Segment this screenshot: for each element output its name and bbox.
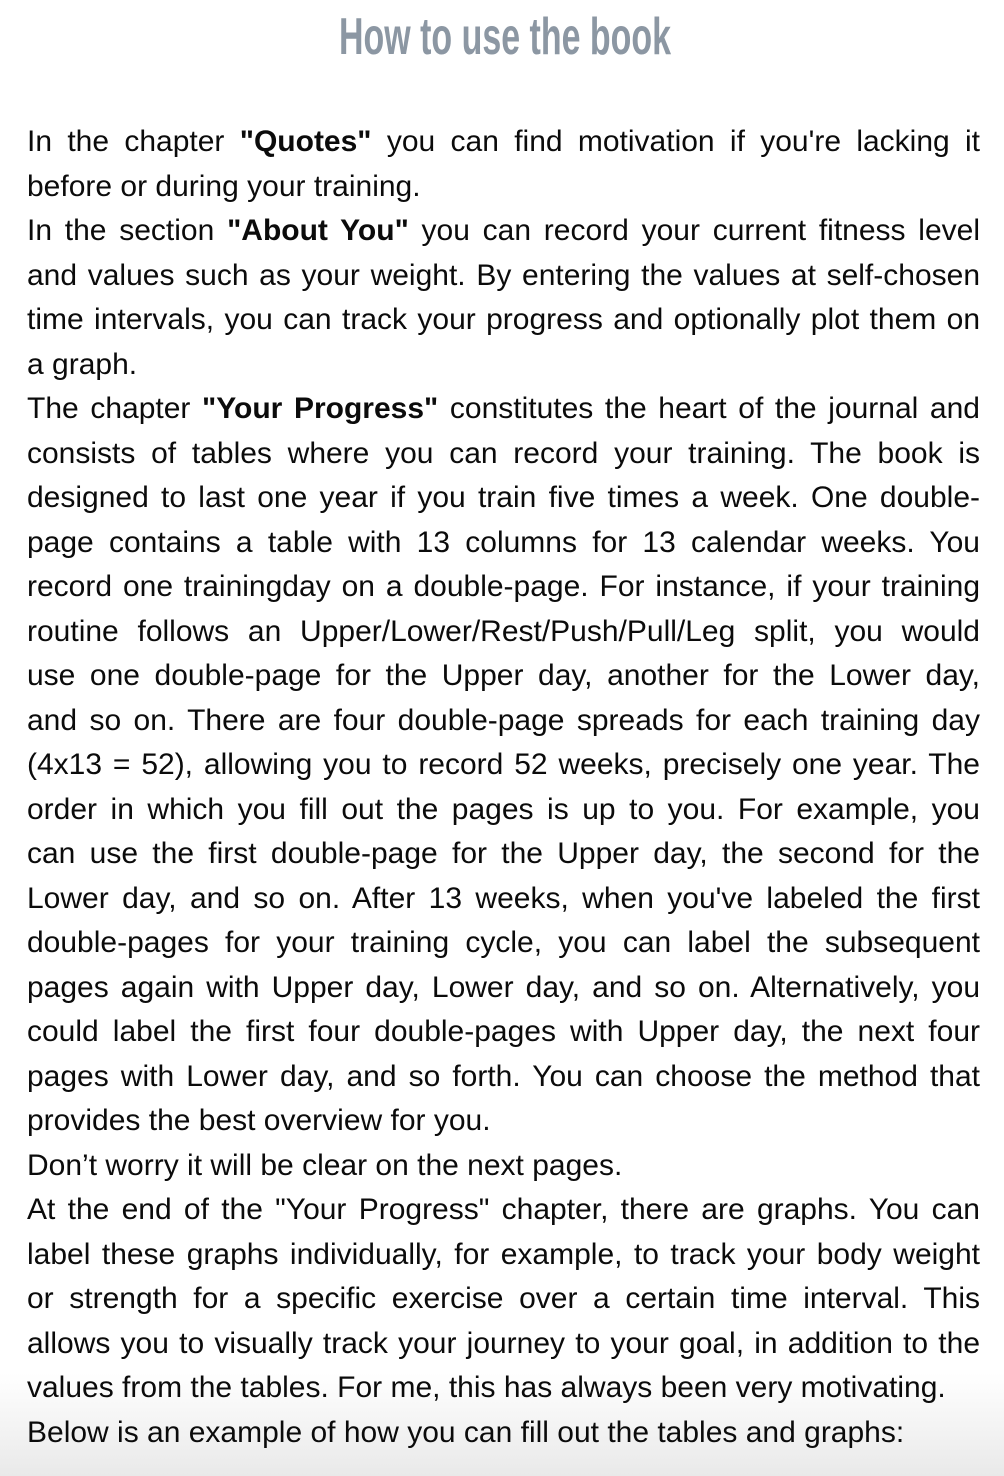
text-line: [27, 610, 980, 655]
text-run: double-pages for your training cycle, you can label the subsequent: [27, 926, 980, 959]
text-run: Don’t worry it will be clear on the next pages.: [27, 1148, 623, 1182]
text-line: [27, 699, 980, 744]
text-run-bold: "Your Progress": [202, 392, 439, 425]
text-line: [27, 1144, 980, 1189]
text-line: [27, 788, 980, 833]
text-run: or strength for a specific exercise over a certain time interval. This: [27, 1282, 980, 1315]
text-line: [27, 1411, 980, 1456]
text-run-bold: "About You": [227, 214, 409, 247]
text-run: label these graphs individually, for example, to track your body weight: [27, 1237, 980, 1271]
text-line: [27, 387, 980, 432]
text-run: In the chapter: [27, 125, 240, 158]
text-run: can use the first double-page for the Upper day, the second for the: [27, 837, 980, 870]
text-line: [27, 476, 980, 521]
text-line: [27, 1055, 980, 1100]
text-run: use one double-page for the Upper day, another for the Lower day,: [27, 659, 980, 692]
paragraph: [27, 1411, 980, 1456]
text-run: you can find motivation if you're lacking it: [371, 125, 981, 158]
text-run: pages with Lower day, and so forth. You can choose the method that: [27, 1059, 980, 1093]
text-run-bold: "Quotes": [239, 125, 372, 158]
text-run: At the end of the "Your Progress" chapter, there are graphs. You can: [27, 1193, 980, 1226]
text-run: time intervals, you can track your progress and optionally plot them on: [27, 303, 980, 336]
text-line: [27, 1366, 980, 1411]
text-run: constitutes the heart of the journal and: [438, 392, 980, 425]
text-line: [27, 565, 980, 610]
text-line: [27, 521, 980, 566]
paragraph: [27, 120, 980, 209]
text-line: [27, 254, 980, 299]
page-title: [27, 6, 980, 72]
text-run: routine follows an Upper/Lower/Rest/Push/Pull/Leg split, you would: [27, 614, 980, 648]
paragraph: [27, 387, 980, 1144]
text-run: (4x13 = 52), allowing you to record 52 weeks, precisely one year. The: [27, 748, 980, 781]
text-run: provides the best overview for you.: [27, 1104, 491, 1137]
text-run: In the section: [27, 214, 228, 247]
text-run: record one trainingday on a double-page. For instance, if your training: [27, 570, 980, 603]
text-line: [27, 1188, 980, 1233]
text-run: could label the first four double-pages with Upper day, the next four: [27, 1015, 980, 1048]
paragraph: [27, 1144, 980, 1189]
text-line: [27, 877, 980, 922]
text-line: [27, 1233, 980, 1278]
text-line: [27, 921, 980, 966]
text-line: [27, 165, 980, 210]
text-line: [27, 1322, 980, 1367]
text-line: [27, 1010, 980, 1055]
text-line: [27, 120, 980, 165]
paragraph: [27, 1188, 980, 1411]
text-run: The chapter: [27, 392, 203, 425]
body-text: [27, 120, 980, 1455]
text-run: and so on. There are four double-page spreads for each training day: [27, 703, 980, 737]
text-line: [27, 432, 980, 477]
text-run: consists of tables where you can record your training. The book is: [27, 436, 980, 470]
text-run: and values such as your weight. By entering the values at self-chosen: [27, 258, 980, 292]
text-run: you can record your current fitness level: [408, 214, 980, 247]
text-line: [27, 298, 980, 343]
text-run: values from the tables. For me, this has always been very motivating.: [27, 1371, 946, 1404]
text-run: page contains a table with 13 columns for 13 calendar weeks. You: [27, 525, 980, 559]
text-run: Lower day, and so on. After 13 weeks, when you've labeled the first: [27, 881, 980, 915]
text-line: [27, 966, 980, 1011]
text-run: designed to last one year if you train five times a week. One double-: [27, 481, 980, 514]
text-run: order in which you fill out the pages is up to you. For example, you: [27, 792, 980, 826]
text-line: [27, 343, 980, 388]
text-run: a graph.: [27, 347, 138, 381]
text-run: pages again with Upper day, Lower day, and so on. Alternatively, you: [27, 970, 980, 1004]
text-line: [27, 743, 980, 788]
text-line: [27, 832, 980, 877]
text-run: before or during your training.: [27, 169, 421, 203]
text-line: [27, 654, 980, 699]
page-title-svg: [27, 6, 980, 72]
text-run: Below is an example of how you can fill out the tables and graphs:: [27, 1415, 905, 1449]
text-line: [27, 209, 980, 254]
text-run: allows you to visually track your journey to your goal, in addition to the: [27, 1326, 980, 1360]
paragraph: [27, 209, 980, 387]
text-line: [27, 1277, 980, 1322]
text-line: [27, 1099, 980, 1144]
page-title-text: How to use the book: [339, 8, 672, 66]
